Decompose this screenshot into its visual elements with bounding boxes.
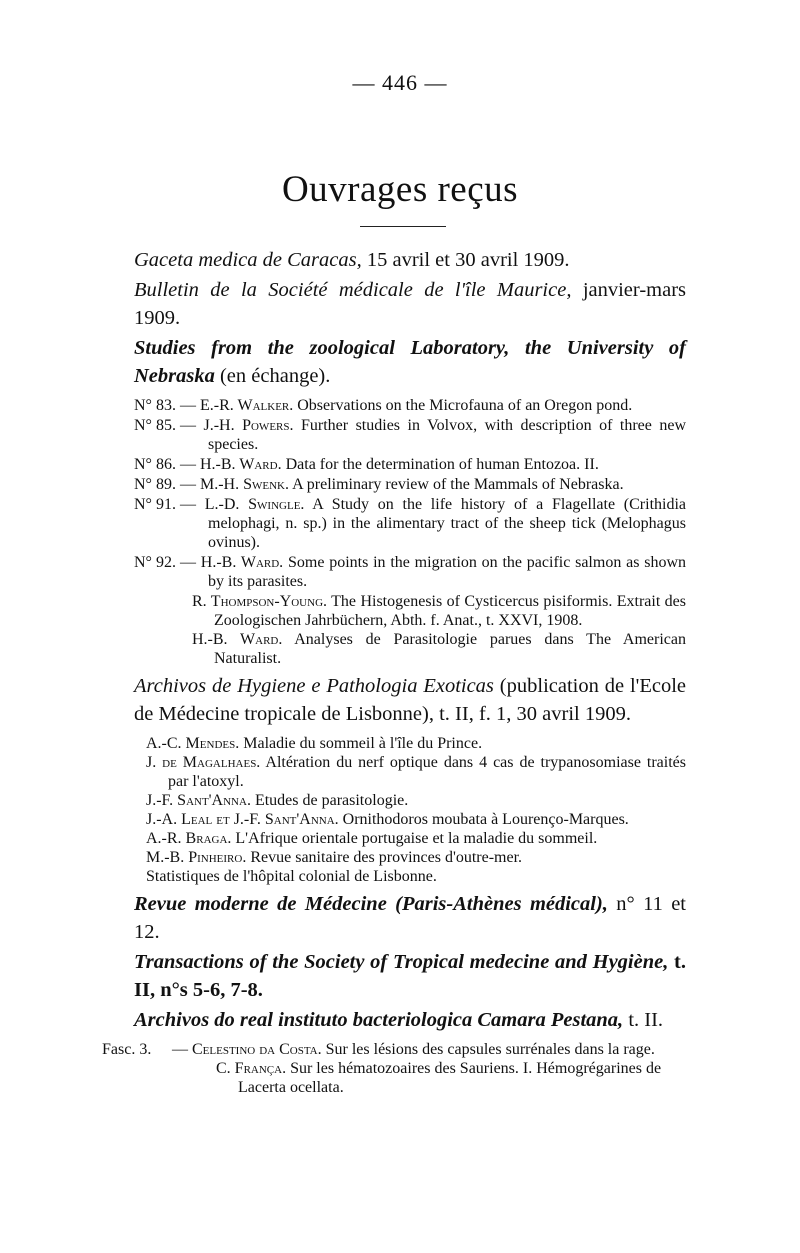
item-body: — H.-B. Ward. Some points in the migration on the pacific salmon as shown by its parasites. (180, 554, 687, 590)
journal-entry (134, 672, 686, 728)
item-number: N° 89. (134, 476, 176, 493)
list-item (146, 829, 686, 848)
list-item (192, 592, 686, 630)
journal-details: janvier-mars 1909. (134, 279, 687, 329)
journal-details: (publication de l'Ecole de Médecine tropicale de Lisbonne), t. II, f. 1, 30 avril 1909. (134, 675, 686, 725)
item-author: J.-A. Leal et J.-F. Sant'Anna. (146, 811, 339, 828)
journal-title: Gaceta medica de Caracas, (134, 249, 362, 271)
item-text: The Histogenesis of Cysticercus pisiformis. Extrait des Zoologischen Jahrbüchern, Abth. f. Anat., t. XXVI, 1908. (214, 593, 687, 629)
item-author: M.-B. Pinheiro. (146, 849, 247, 866)
item-text: Maladie du sommeil à l'île du Prince. (239, 735, 483, 752)
item-text: Analyses de Parasitologie parues dans The American Naturalist. (214, 631, 686, 667)
item-text: Ornithodoros moubata à Lourenço-Marques. (338, 811, 629, 828)
item-text: A preliminary review of the Mammals of Nebraska. (289, 476, 624, 493)
item-author: L.-D. Swingle. (204, 496, 305, 513)
item-body (172, 1040, 686, 1059)
item-author: H.-B. Ward. (200, 456, 282, 473)
item-number: N° 91. (134, 496, 176, 513)
list-item (146, 791, 686, 810)
list-item (134, 416, 686, 454)
item-text: Revue sanitaire des provinces d'outre-mer. (246, 849, 523, 866)
list-item (146, 848, 686, 867)
item-text: Etudes de parasitologie. (250, 792, 409, 809)
journal-entry (134, 246, 686, 274)
item-author: J.-F. Sant'Anna. (146, 792, 251, 809)
item-text: Sur les hématozoaires des Sauriens. I. Hémogrégarines de Lacerta ocellata. (238, 1060, 662, 1096)
list-item (134, 495, 686, 552)
list-item (102, 1040, 686, 1059)
item-author: M.-H. Swenk. (200, 476, 289, 493)
list-item (134, 455, 686, 474)
list-item (216, 1059, 686, 1097)
item-body: — L.-D. Swingle. A Study on the life history of a Flagellate (Crithidia melophagi, n. sp.) in the alimentary tract of the sheep tick (Melophagus ovinus). (180, 496, 687, 551)
journal-details: t. II. (623, 1009, 664, 1031)
item-body: — H.-B. Ward. Data for the determination of human Entozoa. II. (180, 456, 599, 473)
list-item (146, 734, 686, 753)
content (102, 246, 687, 1097)
item-number: N° 92. (134, 554, 176, 571)
journal-details: (en échange). (214, 365, 331, 387)
item-text: Some points in the migration on the pacific salmon as shown by its parasites. (208, 554, 687, 590)
item-author: — Celestino da Costa. (172, 1041, 322, 1058)
journal-title: Studies from the zoological Laboratory, the University of Nebraska (134, 337, 686, 387)
journal-entry (134, 948, 686, 1004)
journal-entry (134, 1006, 686, 1034)
item-text: Altération du nerf optique dans 4 cas de trypanosomiase traités par l'atoxyl. (168, 754, 686, 790)
item-text: Further studies in Volvox, with description of three new species. (208, 417, 687, 453)
list-item (134, 553, 686, 591)
item-text: A Study on the life history of a Flagellate (Crithidia melophagi, n. sp.) in the alimentary tract of the sheep tick (Melophagus ovinus). (208, 496, 687, 551)
list-item (146, 810, 686, 829)
item-author: E.-R. Walker. (200, 397, 294, 414)
item-number: N° 83. (134, 397, 176, 414)
item-author: A.-C. Mendes. (146, 735, 240, 752)
list-item (192, 630, 686, 668)
page-title: Ouvrages reçus (281, 169, 519, 210)
journal-title: Archivos de Hygiene e Pathologia Exoticas (134, 675, 494, 697)
item-author: J.-H. Powers. (203, 417, 294, 434)
journal-title: Revue moderne de Médecine (Paris-Athènes médical), (134, 893, 608, 915)
archivos-list (134, 734, 686, 886)
item-text: Observations on the Microfauna of an Oregon pond. (293, 397, 633, 414)
page-number: — 446 — (352, 70, 448, 95)
list-item (134, 396, 686, 415)
item-author: J. de Magalhaes. (146, 754, 261, 771)
item-author: H.-B. Ward. (192, 631, 283, 648)
journal-entry (134, 276, 686, 332)
item-author: A.-R. Braga. (146, 830, 232, 847)
item-number: N° 85. (134, 417, 176, 434)
nebraska-list (134, 396, 686, 668)
item-body: — E.-R. Walker. Observations on the Microfauna of an Oregon pond. (180, 397, 633, 414)
item-text: Sur les lésions des capsules surrénales dans la rage. (321, 1041, 655, 1058)
journal-entry (134, 890, 686, 946)
item-number: Fasc. 3. (102, 1041, 152, 1058)
journal-title: Archivos do real instituto bacteriologica Camara Pestana, (134, 1009, 624, 1031)
list-item (146, 753, 686, 791)
item-author: H.-B. Ward. (200, 554, 284, 571)
item-author: C. França. (216, 1060, 287, 1077)
item-text: Statistiques de l'hôpital colonial de Lisbonne. (146, 868, 437, 885)
item-number: N° 86. (134, 456, 176, 473)
title-rule (360, 226, 446, 227)
journal-details: t. II, n°s 5-6, 7-8. (134, 951, 686, 1001)
item-text: Data for the determination of human Entozoa. II. (281, 456, 599, 473)
list-item (146, 867, 686, 886)
journal-entry (134, 334, 686, 390)
journal-details: 15 avril et 30 avril 1909. (361, 249, 570, 271)
item-body: — J.-H. Powers. Further studies in Volvox, with description of three new species. (180, 417, 687, 453)
item-body: — M.-H. Swenk. A preliminary review of the Mammals of Nebraska. (180, 476, 624, 493)
item-author: R. Thompson-Young. (192, 593, 328, 610)
journal-title: Transactions of the Society of Tropical medecine and Hygiène, (134, 951, 669, 973)
item-text: L'Afrique orientale portugaise et la maladie du sommeil. (231, 830, 598, 847)
journal-details: n° 11 et 12. (134, 893, 687, 943)
list-item (134, 475, 686, 494)
journal-title: Bulletin de la Société médicale de l'île Maurice, (134, 279, 572, 301)
